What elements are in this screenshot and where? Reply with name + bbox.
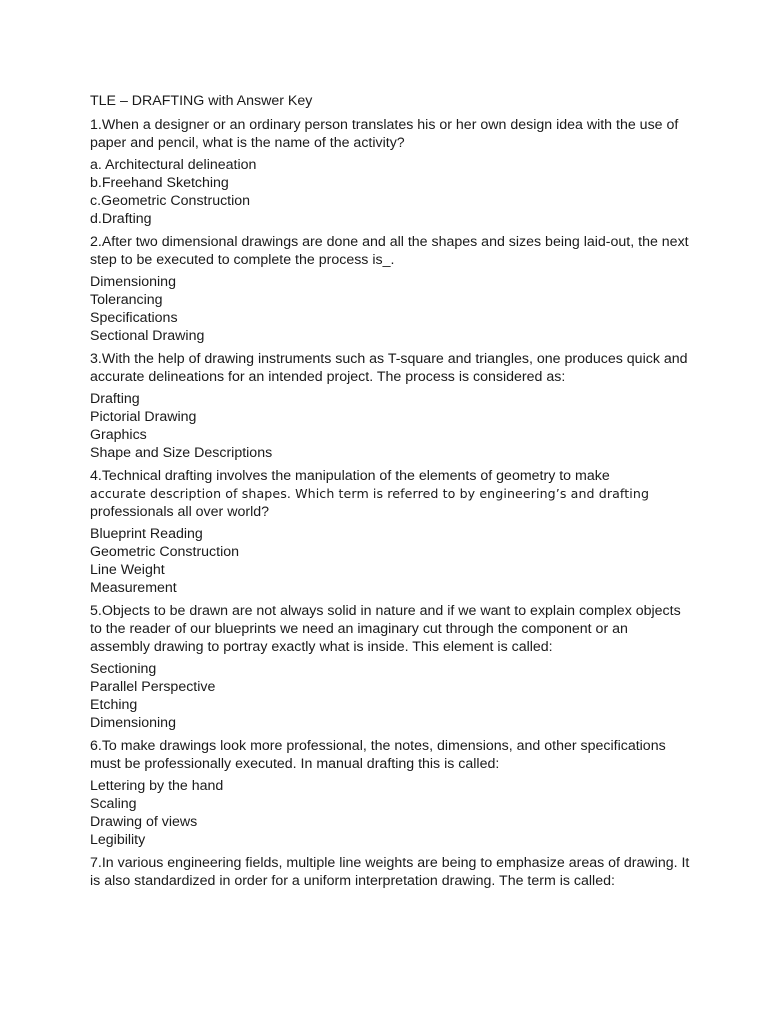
answer-options	[90, 525, 690, 597]
answer-options	[90, 156, 690, 228]
question-2	[90, 233, 690, 345]
answer-option: Parallel Perspective	[90, 679, 216, 695]
question-text: 6.To make drawings look more professional, the notes, dimensions, and other specifications must be professionally executed. In manual drafting this is called:	[90, 738, 666, 772]
question-text-line: professionals all over world?	[90, 504, 270, 520]
answer-option: Graphics	[90, 427, 147, 443]
answer-option: Drawing of views	[90, 814, 198, 830]
question-3	[90, 350, 690, 462]
answer-option: Legibility	[90, 832, 146, 848]
document-page	[90, 92, 690, 895]
question-7	[90, 854, 690, 890]
question-text: 2.After two dimensional drawings are done and all the shapes and sizes being laid-out, the next step to be executed to complete the process is_.	[90, 234, 689, 268]
answer-option: Sectional Drawing	[90, 328, 205, 344]
answer-option: Dimensioning	[90, 715, 176, 731]
answer-option: Etching	[90, 697, 138, 713]
document-title: TLE – DRAFTING with Answer Key	[90, 93, 313, 109]
answer-option: Lettering by the hand	[90, 778, 224, 794]
question-4	[90, 467, 690, 597]
answer-option: Measurement	[90, 580, 177, 596]
answer-options	[90, 660, 690, 732]
question-text-line: accurate description of shapes. Which term is referred to by engineering’s and drafting	[90, 486, 650, 501]
answer-option: Shape and Size Descriptions	[90, 445, 273, 461]
answer-option: Sectioning	[90, 661, 157, 677]
answer-options	[90, 390, 690, 462]
question-6	[90, 737, 690, 849]
answer-option: d.Drafting	[90, 211, 152, 227]
question-text	[90, 467, 690, 521]
answer-option: c.Geometric Construction	[90, 193, 251, 209]
answer-option: Dimensioning	[90, 274, 176, 290]
answer-options	[90, 273, 690, 345]
answer-option: Specifications	[90, 310, 178, 326]
answer-option: b.Freehand Sketching	[90, 175, 229, 191]
answer-option: a. Architectural delineation	[90, 157, 257, 173]
answer-option: Geometric Construction	[90, 544, 240, 560]
question-1	[90, 116, 690, 228]
question-text-line: 4.Technical drafting involves the manipulation of the elements of geometry to make	[90, 468, 610, 484]
answer-option: Scaling	[90, 796, 137, 812]
question-text: 1.When a designer or an ordinary person translates his or her own design idea with the use of paper and pencil, what is the name of the activity?	[90, 117, 679, 151]
answer-options	[90, 777, 690, 849]
question-text: 7.In various engineering fields, multiple line weights are being to emphasize areas of drawing. It is also standardized in order for a uniform interpretation drawing. The term is called:	[90, 855, 690, 889]
answer-option: Line Weight	[90, 562, 165, 578]
answer-option: Drafting	[90, 391, 140, 407]
question-text: 5.Objects to be drawn are not always solid in nature and if we want to explain complex objects to the reader of our blueprints we need an imaginary cut through the component or an assembly drawing to portray exactly what is inside. This element is called:	[90, 603, 681, 655]
question-5	[90, 602, 690, 732]
answer-option: Tolerancing	[90, 292, 163, 308]
question-text: 3.With the help of drawing instruments such as T-square and triangles, one produces quick and accurate delineations for an intended project. The process is considered as:	[90, 351, 688, 385]
answer-option: Blueprint Reading	[90, 526, 203, 542]
answer-option: Pictorial Drawing	[90, 409, 197, 425]
